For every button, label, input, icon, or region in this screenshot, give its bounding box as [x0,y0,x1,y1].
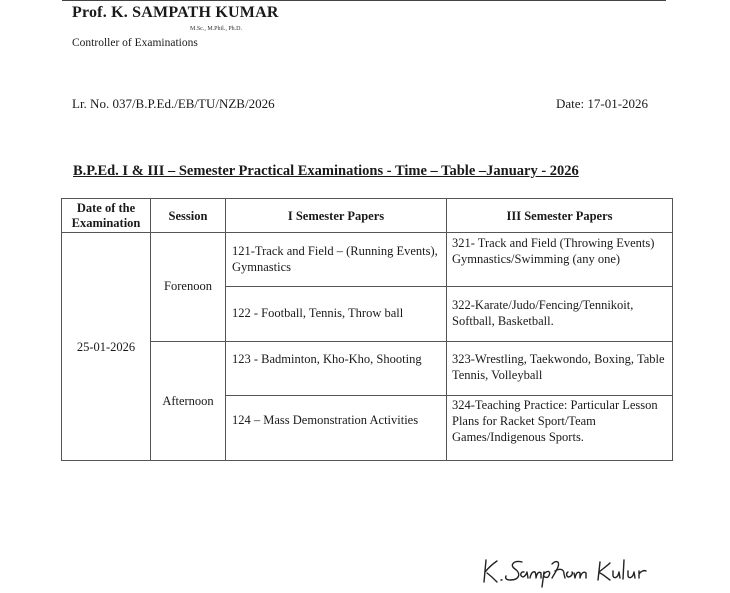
grid-line [150,199,151,460]
header-sem1: I Semester Papers [287,209,385,223]
sem3-paper-321: 321- Track and Field (Throwing Events) Gymnastics/Swimming (any one) [452,236,655,266]
grid-line [225,199,226,460]
session-afternoon: Afternoon [162,394,214,408]
exam-date: 25-01-2026 [76,340,136,354]
sem1-paper-121: 121-Track and Field – (Running Events), Gymnastics [232,244,438,274]
sem3-paper-323: 323-Wrestling, Taekwondo, Boxing, Table Tennis, Volleyball [452,352,665,382]
designation: Controller of Examinations [72,37,198,49]
grid-line [225,286,672,287]
session-forenoon: Forenoon [164,279,212,293]
sem3-paper-324: 324-Teaching Practice: Particular Lesson Plans for Racket Sport/Team Games/Indigenous Sports. [452,398,658,444]
letter-reference: Lr. No. 037/B.P.Ed./EB/TU/NZB/2026 [72,96,275,111]
sem3-paper-322: 322-Karate/Judo/Fencing/Tennikoit, Softball, Basketball. [452,298,634,328]
header-sem3: III Semester Papers [506,209,613,223]
sem1-paper-123: 123 - Badminton, Kho-Kho, Shooting [232,352,422,366]
controller-name: Prof. K. SAMPATH KUMAR [72,4,279,21]
letterhead-rule [62,0,666,1]
grid-line [225,395,672,396]
letter-date: Date: 17-01-2026 [556,96,649,111]
grid-line [62,232,672,233]
header-session: Session [168,209,208,223]
header-date: Date of the Examination [71,201,141,230]
qualifications: M.Sc., M.Phil., Ph.D. [190,26,243,32]
grid-line [150,341,672,342]
grid-line [446,199,447,460]
exam-timetable [61,198,673,461]
signature [478,554,653,593]
sem1-paper-122: 122 - Football, Tennis, Throw ball [232,306,404,320]
document-title: B.P.Ed. I & III – Semester Practical Examinations - Time – Table –January - 2026 [73,163,579,179]
sem1-paper-124: 124 – Mass Demonstration Activities [232,413,419,427]
